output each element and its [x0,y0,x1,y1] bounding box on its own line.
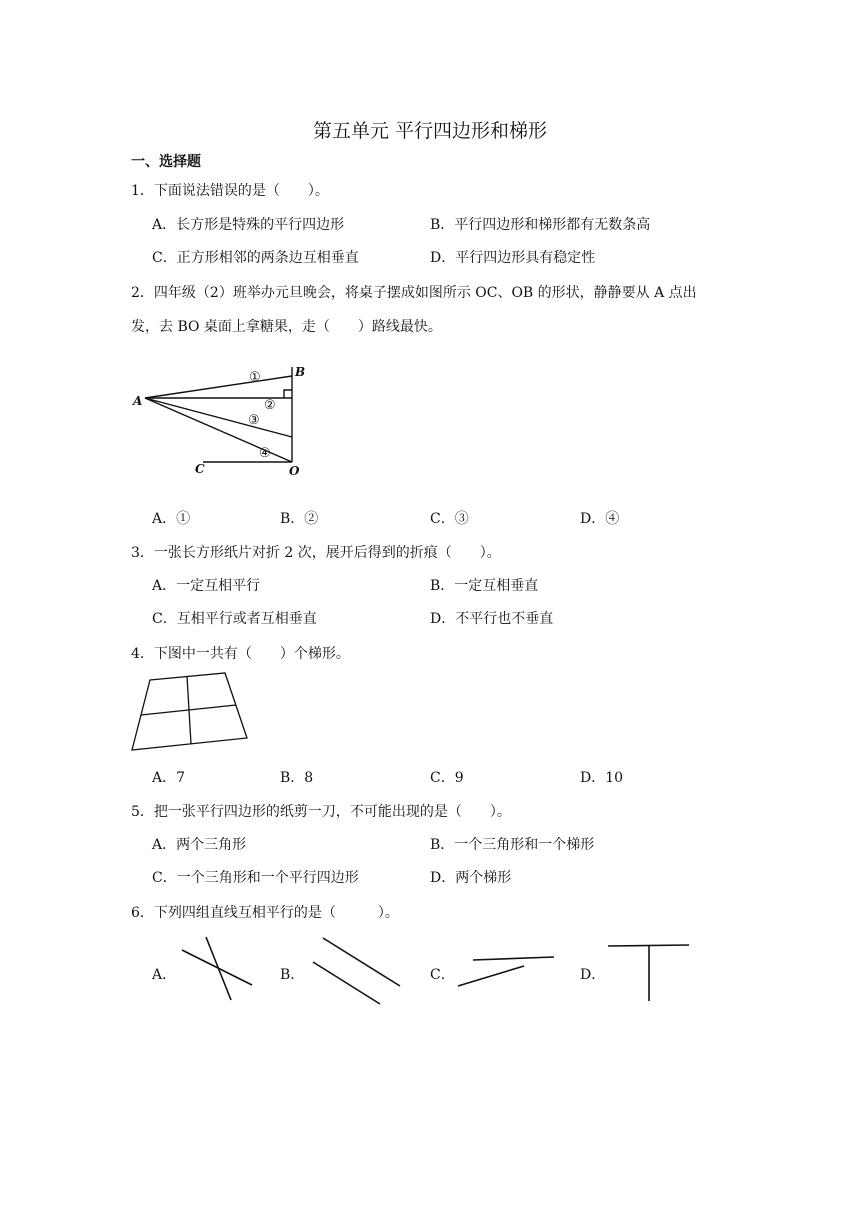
question-3-option-c[interactable]: C．互相平行或者互相垂直 [152,611,317,627]
option-a-crossing-lines [182,937,252,1000]
point-c-label: C [195,462,205,476]
question-2-option-d[interactable]: D．④ [580,511,620,527]
question-1-option-c[interactable]: C．正方形相邻的两条边互相垂直 [152,250,359,266]
question-4-option-c[interactable]: C．9 [430,770,464,786]
question-1-option-d[interactable]: D．平行四边形具有稳定性 [430,250,596,266]
question-6-option-c[interactable]: C． [430,967,455,983]
option-c-nonparallel-lines [458,957,554,986]
question-2-stem-line2: 发，去 BO 桌面上拿糖果，走（ ）路线最快。 [131,319,442,335]
question-3-option-a[interactable]: A．一定互相平行 [152,578,261,594]
question-3-option-d[interactable]: D．不平行也不垂直 [430,611,554,627]
option-b-parallel-lines [313,938,400,1004]
question-4-option-b[interactable]: B．8 [280,770,314,786]
question-6-line-figures [170,930,700,1008]
question-2-figure [125,358,325,480]
question-1-stem: 1．下面说法错误的是（ ）。 [131,183,329,199]
question-2-option-a[interactable]: A．① [152,511,191,527]
question-4-option-a[interactable]: A．7 [152,770,186,786]
question-3-option-b[interactable]: B．一定互相垂直 [430,578,539,594]
question-5-option-b[interactable]: B．一个三角形和一个梯形 [430,837,595,853]
route-2-label: ② [264,398,276,413]
question-1-option-a[interactable]: A．长方形是特殊的平行四边形 [152,217,345,233]
right-angle-mark [284,390,292,398]
question-6-option-b[interactable]: B． [280,967,305,983]
question-3-stem: 3．一张长方形纸片对折 2 次，展开后得到的折痕（ ）。 [131,545,501,561]
point-a-label: A [133,394,143,408]
question-4-trapezoid-figure [125,668,260,756]
question-6-option-a[interactable]: A． [152,967,177,983]
page-title: 第五单元 平行四边形和梯形 [312,120,548,142]
question-4-stem: 4．下图中一共有（ ）个梯形。 [131,646,350,662]
route-3-label: ③ [248,413,260,428]
option-d-perpendicular-lines [608,945,689,1001]
question-2-option-c[interactable]: C．③ [430,511,469,527]
question-6-option-d[interactable]: D． [580,967,606,983]
point-o-label: O [289,464,300,478]
question-4-option-d[interactable]: D．10 [580,770,624,786]
question-5-option-c[interactable]: C．一个三角形和一个平行四边形 [152,870,359,886]
question-5-option-d[interactable]: D．两个梯形 [430,870,512,886]
question-2-option-b[interactable]: B．② [280,511,319,527]
question-5-stem: 5．把一张平行四边形的纸剪一刀，不可能出现的是（ ）。 [131,804,511,820]
point-b-label: B [295,365,306,379]
question-2-stem-line1: 2．四年级（2）班举办元旦晚会，将桌子摆成如图所示 OC、OB 的形状，静静要从 A 点出 [131,285,697,301]
section-heading: 一、选择题 [131,154,201,170]
question-5-option-a[interactable]: A．两个三角形 [152,837,247,853]
route-1-label: ① [249,370,261,385]
question-6-stem: 6．下列四组直线互相平行的是（ ）。 [131,905,399,921]
route-4-label: ④ [259,446,271,461]
question-1-option-b[interactable]: B．平行四边形和梯形都有无数条高 [430,217,651,233]
route-1-line [145,376,292,398]
